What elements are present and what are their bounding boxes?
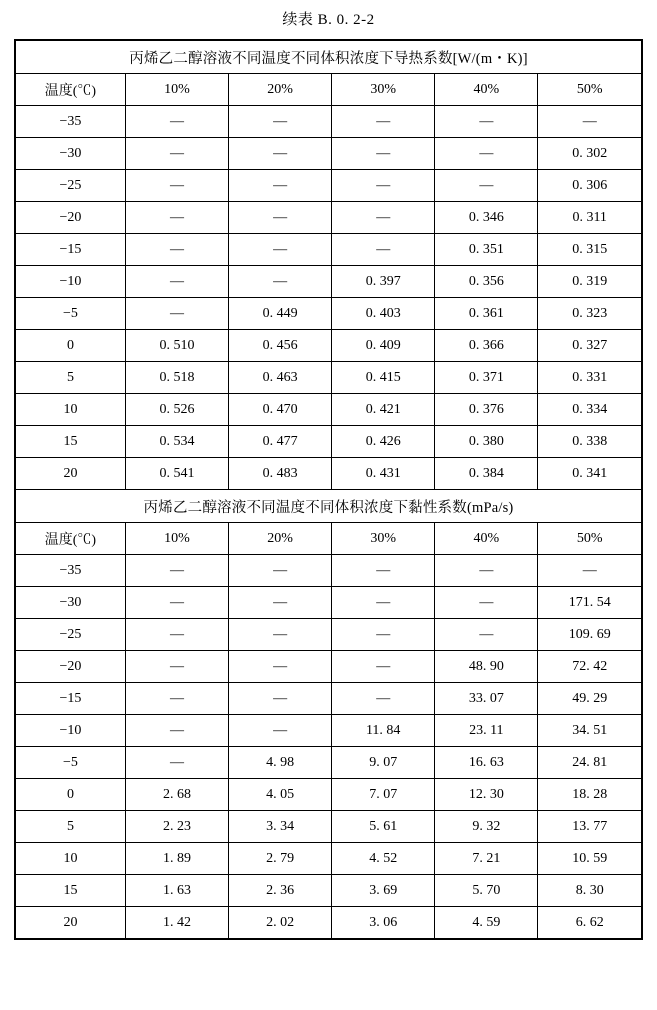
value-cell: — — [125, 170, 228, 202]
value-cell: 0. 323 — [538, 298, 641, 330]
data-table-container — [14, 39, 643, 940]
value-cell: 1. 63 — [125, 875, 228, 907]
value-cell: — — [332, 170, 435, 202]
value-cell: 24. 81 — [538, 747, 641, 779]
table-row — [16, 106, 641, 138]
table-row — [16, 266, 641, 298]
value-cell: — — [125, 298, 228, 330]
temperature-cell: −15 — [16, 683, 125, 715]
value-cell: — — [125, 202, 228, 234]
value-cell: 0. 534 — [125, 426, 228, 458]
properties-table — [16, 41, 641, 938]
value-cell: — — [125, 555, 228, 587]
value-cell: 10. 59 — [538, 843, 641, 875]
table-row — [16, 587, 641, 619]
value-cell: 0. 541 — [125, 458, 228, 490]
value-cell: 2. 02 — [229, 907, 332, 939]
temperature-cell: 20 — [16, 458, 125, 490]
table-row — [16, 555, 641, 587]
table-row — [16, 811, 641, 843]
value-cell: 171. 54 — [538, 587, 641, 619]
value-cell: 0. 403 — [332, 298, 435, 330]
value-cell: — — [435, 619, 538, 651]
value-cell: 0. 341 — [538, 458, 641, 490]
value-cell: 0. 409 — [332, 330, 435, 362]
value-cell: — — [435, 587, 538, 619]
column-header: 20% — [229, 74, 332, 106]
table-row — [16, 330, 641, 362]
value-cell: 0. 421 — [332, 394, 435, 426]
column-header-row — [16, 74, 641, 106]
value-cell: 0. 510 — [125, 330, 228, 362]
value-cell: 2. 68 — [125, 779, 228, 811]
temperature-cell: 15 — [16, 875, 125, 907]
page-title: 续表 B. 0. 2-2 — [282, 12, 375, 28]
value-cell: 0. 346 — [435, 202, 538, 234]
value-cell: 0. 338 — [538, 426, 641, 458]
value-cell: — — [125, 619, 228, 651]
value-cell: — — [332, 106, 435, 138]
value-cell: 3. 06 — [332, 907, 435, 939]
value-cell: — — [538, 106, 641, 138]
value-cell: — — [125, 683, 228, 715]
table-row — [16, 907, 641, 939]
value-cell: 11. 84 — [332, 715, 435, 747]
value-cell: 0. 356 — [435, 266, 538, 298]
value-cell: 0. 366 — [435, 330, 538, 362]
temperature-cell: 10 — [16, 843, 125, 875]
temperature-cell: −20 — [16, 651, 125, 683]
value-cell: 0. 426 — [332, 426, 435, 458]
value-cell: — — [125, 266, 228, 298]
temperature-cell: −25 — [16, 619, 125, 651]
value-cell: — — [125, 106, 228, 138]
value-cell: — — [229, 651, 332, 683]
value-cell: 7. 21 — [435, 843, 538, 875]
value-cell: 33. 07 — [435, 683, 538, 715]
value-cell: — — [332, 619, 435, 651]
value-cell: 0. 483 — [229, 458, 332, 490]
value-cell: — — [435, 170, 538, 202]
table-row — [16, 138, 641, 170]
value-cell: — — [229, 138, 332, 170]
value-cell: 0. 361 — [435, 298, 538, 330]
value-cell: — — [435, 138, 538, 170]
value-cell: 0. 302 — [538, 138, 641, 170]
temperature-cell: −25 — [16, 170, 125, 202]
value-cell: 9. 07 — [332, 747, 435, 779]
column-header: 40% — [435, 523, 538, 555]
temperature-cell: −10 — [16, 715, 125, 747]
table-row — [16, 843, 641, 875]
value-cell: 34. 51 — [538, 715, 641, 747]
value-cell: 2. 23 — [125, 811, 228, 843]
temperature-cell: −30 — [16, 587, 125, 619]
value-cell: — — [229, 683, 332, 715]
column-header: 30% — [332, 74, 435, 106]
value-cell: 1. 42 — [125, 907, 228, 939]
value-cell: 0. 306 — [538, 170, 641, 202]
value-cell: 0. 449 — [229, 298, 332, 330]
value-cell: 0. 477 — [229, 426, 332, 458]
value-cell: 8. 30 — [538, 875, 641, 907]
value-cell: 1. 89 — [125, 843, 228, 875]
temperature-cell: −10 — [16, 266, 125, 298]
value-cell: 49. 29 — [538, 683, 641, 715]
value-cell: 0. 331 — [538, 362, 641, 394]
value-cell: 5. 70 — [435, 875, 538, 907]
value-cell: — — [125, 234, 228, 266]
value-cell: — — [538, 555, 641, 587]
table-body — [16, 41, 641, 938]
value-cell: 0. 334 — [538, 394, 641, 426]
column-header: 30% — [332, 523, 435, 555]
temperature-cell: −5 — [16, 298, 125, 330]
table-row — [16, 715, 641, 747]
section-heading: 丙烯乙二醇溶液不同温度不同体积浓度下黏性系数(mPa/s) — [16, 490, 641, 523]
value-cell: 4. 52 — [332, 843, 435, 875]
value-cell: 109. 69 — [538, 619, 641, 651]
table-row — [16, 298, 641, 330]
value-cell: 0. 518 — [125, 362, 228, 394]
value-cell: — — [435, 555, 538, 587]
value-cell: 4. 98 — [229, 747, 332, 779]
value-cell: — — [229, 715, 332, 747]
column-header: 10% — [125, 523, 228, 555]
value-cell: 0. 470 — [229, 394, 332, 426]
value-cell: — — [229, 106, 332, 138]
temperature-cell: 0 — [16, 779, 125, 811]
table-row — [16, 683, 641, 715]
temperature-cell: 15 — [16, 426, 125, 458]
column-header: 10% — [125, 74, 228, 106]
value-cell: 0. 376 — [435, 394, 538, 426]
section-heading-row — [16, 490, 641, 523]
temperature-cell: −20 — [16, 202, 125, 234]
value-cell: — — [229, 266, 332, 298]
value-cell: 0. 311 — [538, 202, 641, 234]
value-cell: — — [332, 234, 435, 266]
temperature-cell: −35 — [16, 555, 125, 587]
value-cell: 0. 415 — [332, 362, 435, 394]
value-cell: 23. 11 — [435, 715, 538, 747]
table-row — [16, 458, 641, 490]
column-header: 20% — [229, 523, 332, 555]
temperature-cell: −5 — [16, 747, 125, 779]
value-cell: 2. 79 — [229, 843, 332, 875]
value-cell: 12. 30 — [435, 779, 538, 811]
value-cell: 0. 384 — [435, 458, 538, 490]
temperature-cell: 5 — [16, 362, 125, 394]
value-cell: — — [125, 747, 228, 779]
value-cell: 48. 90 — [435, 651, 538, 683]
value-cell: 18. 28 — [538, 779, 641, 811]
value-cell: 0. 371 — [435, 362, 538, 394]
column-header: 50% — [538, 74, 641, 106]
column-header: 50% — [538, 523, 641, 555]
column-header: 40% — [435, 74, 538, 106]
value-cell: 72. 42 — [538, 651, 641, 683]
value-cell: — — [229, 555, 332, 587]
value-cell: — — [229, 170, 332, 202]
value-cell: — — [125, 138, 228, 170]
table-row — [16, 234, 641, 266]
value-cell: 0. 319 — [538, 266, 641, 298]
temperature-cell: 5 — [16, 811, 125, 843]
temperature-cell: 0 — [16, 330, 125, 362]
value-cell: — — [332, 202, 435, 234]
table-row — [16, 170, 641, 202]
value-cell: — — [332, 587, 435, 619]
value-cell: 0. 463 — [229, 362, 332, 394]
column-header: 温度(℃) — [16, 523, 125, 555]
value-cell: 6. 62 — [538, 907, 641, 939]
table-row — [16, 619, 641, 651]
table-row — [16, 747, 641, 779]
value-cell: 13. 77 — [538, 811, 641, 843]
value-cell: — — [125, 715, 228, 747]
value-cell: — — [332, 651, 435, 683]
section-heading-row — [16, 41, 641, 74]
temperature-cell: 10 — [16, 394, 125, 426]
value-cell: — — [332, 683, 435, 715]
value-cell: 3. 34 — [229, 811, 332, 843]
value-cell: 4. 59 — [435, 907, 538, 939]
temperature-cell: −15 — [16, 234, 125, 266]
section-heading: 丙烯乙二醇溶液不同温度不同体积浓度下导热系数[W/(m・K)] — [16, 41, 641, 74]
value-cell: 16. 63 — [435, 747, 538, 779]
temperature-cell: 20 — [16, 907, 125, 939]
column-header-row — [16, 523, 641, 555]
value-cell: — — [332, 138, 435, 170]
table-row — [16, 779, 641, 811]
value-cell: — — [125, 651, 228, 683]
table-row — [16, 362, 641, 394]
value-cell: 0. 351 — [435, 234, 538, 266]
table-row — [16, 651, 641, 683]
value-cell: 7. 07 — [332, 779, 435, 811]
temperature-cell: −30 — [16, 138, 125, 170]
value-cell: 0. 456 — [229, 330, 332, 362]
value-cell: — — [229, 234, 332, 266]
value-cell: 0. 380 — [435, 426, 538, 458]
value-cell: — — [125, 587, 228, 619]
table-row — [16, 875, 641, 907]
value-cell: 0. 526 — [125, 394, 228, 426]
table-row — [16, 394, 641, 426]
value-cell: 0. 327 — [538, 330, 641, 362]
value-cell: 9. 32 — [435, 811, 538, 843]
temperature-cell: −35 — [16, 106, 125, 138]
value-cell: — — [332, 555, 435, 587]
value-cell: 4. 05 — [229, 779, 332, 811]
value-cell: — — [229, 587, 332, 619]
value-cell: — — [229, 619, 332, 651]
table-row — [16, 426, 641, 458]
table-row — [16, 202, 641, 234]
value-cell: 0. 431 — [332, 458, 435, 490]
value-cell: — — [435, 106, 538, 138]
value-cell: — — [229, 202, 332, 234]
value-cell: 5. 61 — [332, 811, 435, 843]
value-cell: 2. 36 — [229, 875, 332, 907]
value-cell: 0. 315 — [538, 234, 641, 266]
value-cell: 0. 397 — [332, 266, 435, 298]
column-header: 温度(℃) — [16, 74, 125, 106]
value-cell: 3. 69 — [332, 875, 435, 907]
